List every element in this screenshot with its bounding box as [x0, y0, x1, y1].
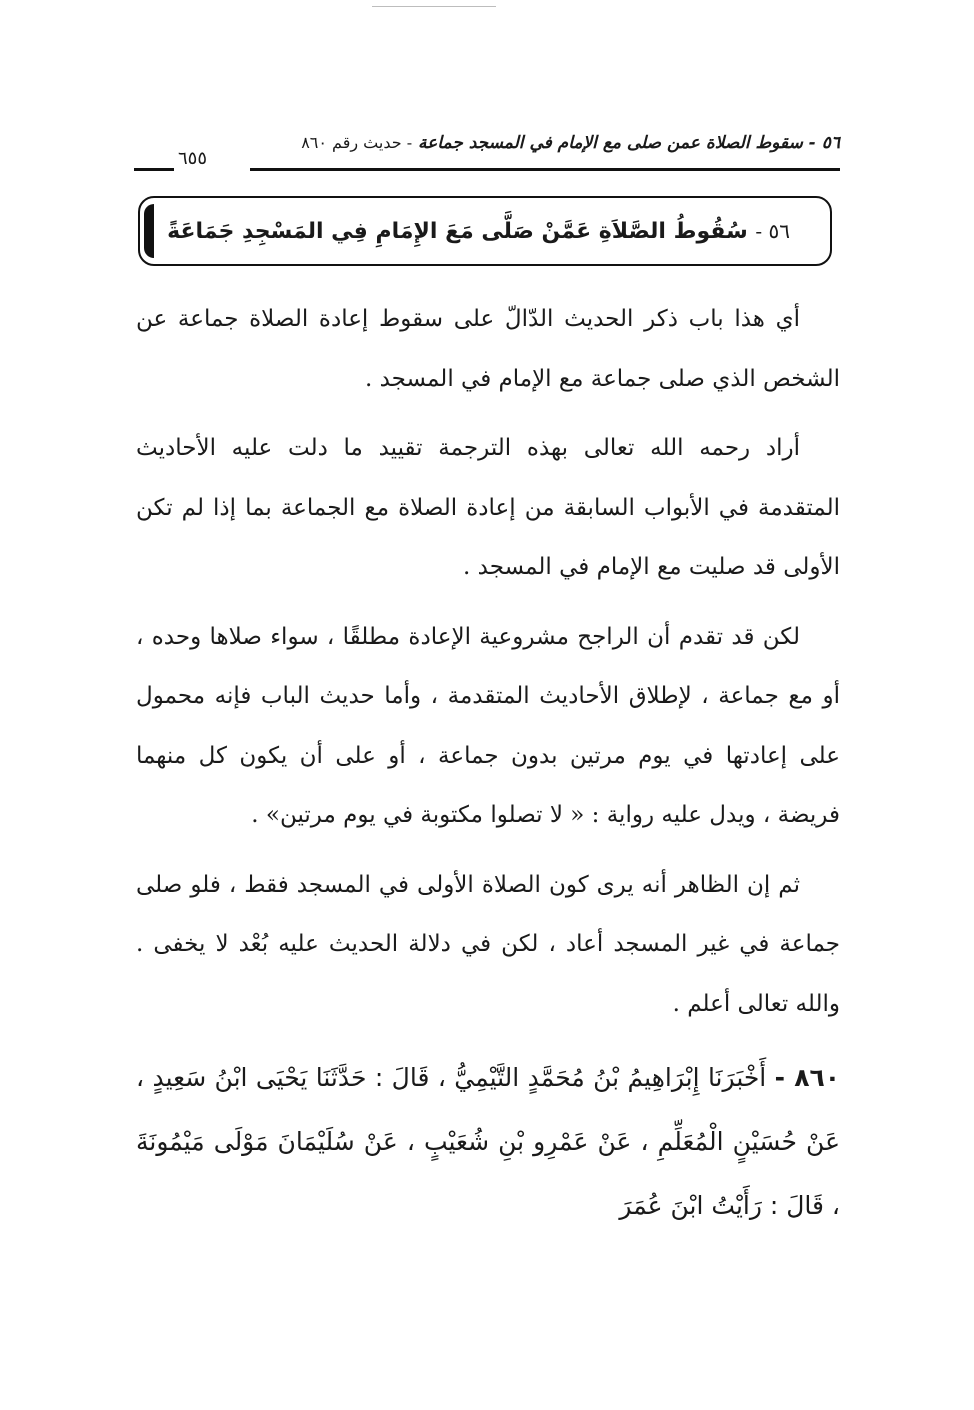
chapter-title-box — [138, 196, 832, 266]
running-header — [130, 128, 840, 162]
body-text — [136, 290, 840, 1238]
hadith-text — [136, 1046, 840, 1238]
running-header-hadith-ref: حديث رقم ٨٦٠ — [301, 133, 402, 152]
paragraph-4: ثم إن الظاهر أنه يرى كون الصلاة الأولى في المسجد فقط ، فلو صلى جماعة في غير المسجد أعاد ، لكن في دلالة الحديث عليه بُعْد لا يخفى . والله تعالى أعلم . — [136, 871, 840, 1017]
header-rule — [250, 168, 840, 171]
hadith-chain: أَخْبَرَنَا إِبْرَاهِيمُ بْنُ مُحَمَّدٍ التَّيْمِيُّ ، قَالَ : حَدَّثَنَا يَحْيَى ابْنُ سَعِيدٍ ، عَنْ حُسَيْنٍ الْمُعَلِّمِ ، عَنْ عَمْرِو بْنِ شُعَيْبٍ ، عَنْ سُلَيْمَانَ مَوْلَى مَيْمُونَةَ ، قَالَ : رَأَيْتُ ابْنَ عُمَرَ — [136, 1063, 840, 1220]
running-header-chapter: ٥٦ - سقوط الصلاة عمن صلى مع الإمام في المسجد جماعة — [418, 133, 840, 153]
chapter-title-text: سُقُوطُ الصَّلاَةِ عَمَّنْ صَلَّى مَعَ الإِمَامِ فِي المَسْجِدِ جَمَاعَةً — [167, 219, 748, 244]
chapter-box-ornament — [144, 204, 154, 258]
chapter-number: ٥٦ - — [755, 219, 790, 243]
paragraph-2: أراد رحمه الله تعالى بهذه الترجمة تقييد ما دلت عليه الأحاديث المتقدمة في الأبواب السابقة من إعادة الصلاة مع الجماعة بما إذا لم تكن الأولى قد صليت مع الإمام في المسجد . — [136, 435, 840, 580]
hadith-number: ٨٦٠ - — [774, 1063, 840, 1092]
page-number: ٦٥٥ — [178, 148, 208, 169]
paragraph-1: أي هذا باب ذكر الحديث الدّالّ على سقوط إعادة الصلاة جماعة عن الشخص الذي صلى جماعة مع الإمام في المسجد . — [136, 306, 840, 392]
chapter-title — [167, 198, 790, 264]
paragraph-3: لكن قد تقدم أن الراجح مشروعية الإعادة مطلقًا ، سواء صلاها وحده ، أو مع جماعة ، لإطلاق الأحاديث المتقدمة ، وأما حديث الباب فإنه محمول على إعادتها في يوم مرتين بدون جماعة ، أو على أن يكون كل منهما فريضة ، ويدل عليه رواية : « لا تصلوا مكتوبة في يوم مرتين» . — [136, 623, 840, 828]
page-number-rule — [134, 168, 174, 171]
top-edge-rule — [372, 6, 496, 7]
running-header-title: ٥٦ - سقوط الصلاة عمن صلى مع الإمام في المسجد جماعة - حديث رقم ٨٦٠ — [301, 133, 840, 153]
